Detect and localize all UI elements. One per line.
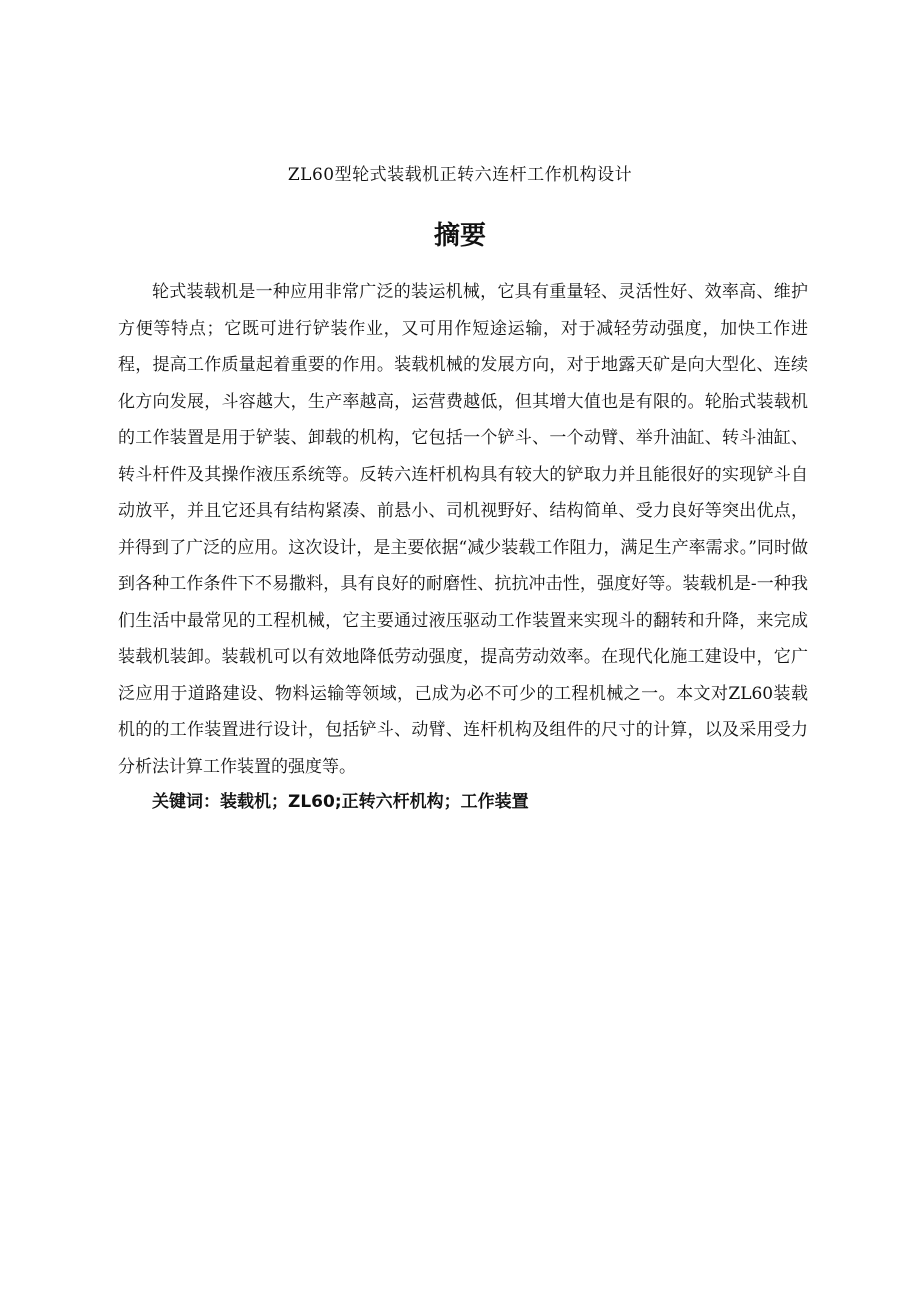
abstract-body: 轮式装载机是一种应用非常广泛的装运机械，它具有重量轻、灵活性好、效率高、维护方便等特点；它既可进行铲装作业，又可用作短途运输，对于减轻劳动强度，加快工作进程，提高工作质量起着重要的作用。装载机械的发展方向，对于地露天矿是向大型化、连续化方向发展，斗容越大，生产率越高，运营费越低，但其增大值也是有限的。轮胎式装载机的工作装置是用于铲装、卸载的机构，它包括一个铲斗、一个动臂、举升油缸、转斗油缸、转斗杆件及其操作液压系统等。反转六连杆机构具有较大的铲取力并且能很好的实现铲斗自动放平，并且它还具有结构紧凑、前悬小、司机视野好、结构简单、受力良好等突出优点，并得到了广泛的应用。这次设计，是主要依据“减少装载工作阻力，满足生产率需求。”同时做到各种工作条件下不易撒料，具有良好的耐磨性、抗抗冲击性，强度好等。装载机是-一种我们生活中最常见的工程机械，它主要通过液压驱动工作装置来实现斗的翻转和升降，来完成装载机装卸。装载机可以有效地降低劳动强度，提高劳动效率。在现代化施工建设中，它广泛应用于道路建设、物料运输等领域，己成为必不可少的工程机械之一。本文对ZL60装载机的的工作装置进行设计，包括铲斗、动臂、连杆机构及组件的尺寸的计算，以及采用受力分析法计算工作装置的强度等。 xyxy=(118,282,808,777)
abstract-heading: 摘要 xyxy=(433,221,486,251)
document-title: ZL60型轮式装载机正转六连杆工作机构设计 xyxy=(287,165,633,185)
keywords-line: 关键词：装载机；ZL60;正转六杆机构；工作装置 xyxy=(152,792,529,812)
